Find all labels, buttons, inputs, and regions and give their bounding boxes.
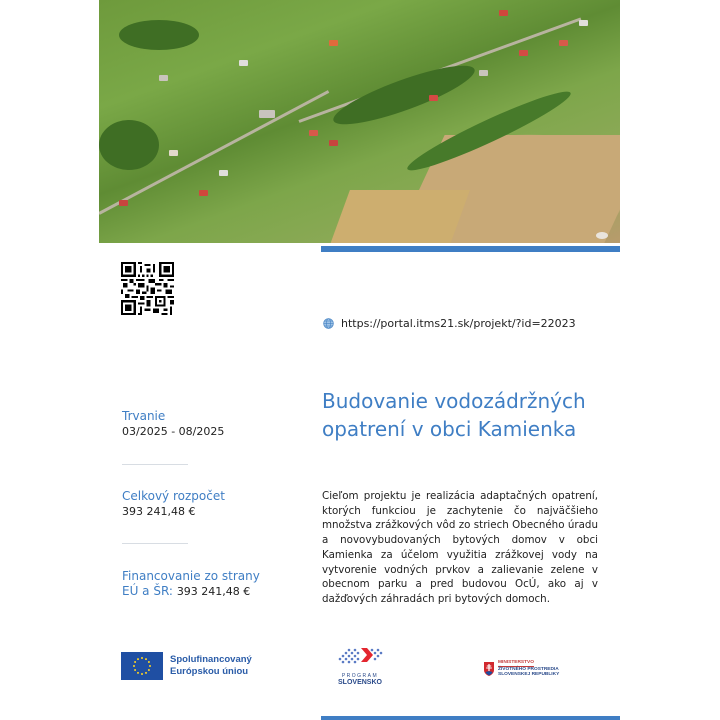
program-slovensko-mark-icon [336, 645, 384, 667]
watermark-icon [596, 232, 608, 239]
house [579, 20, 588, 26]
house [309, 130, 318, 136]
project-link[interactable] [323, 317, 576, 330]
divider [122, 543, 188, 544]
funding-block [122, 569, 260, 599]
project-title: Budovanie vodozádržných opatrení v obci Kamienka [322, 389, 586, 441]
tree-line [328, 55, 479, 134]
house [329, 40, 338, 46]
house [559, 40, 568, 46]
house [479, 70, 488, 76]
field [328, 190, 470, 243]
program-label: PROGRAM [341, 673, 379, 679]
duration-label: Trvanie [122, 409, 166, 423]
ministry-line3: SLOVENSKEJ REPUBLIKY [498, 672, 560, 678]
ministry-line1: MINISTERSTVO [498, 660, 534, 665]
project-url[interactable]: https://portal.itms21.sk/projekt/?id=22023 [341, 317, 576, 330]
house [239, 60, 248, 66]
house [119, 200, 128, 206]
funding-value: 393 241,48 € [176, 585, 251, 598]
ministry-logo [484, 660, 559, 678]
slovak-coat-of-arms-icon [484, 662, 494, 676]
qr-code-icon[interactable] [121, 262, 174, 315]
divider [122, 464, 188, 465]
project-description: Cieľom projektu je realizácia adaptačných opatrení, ktorých funkciou je zachytenie čo najväčšieho množstva zrážkových vôd zo striech Obecného úradu a novovybudovaných bytových domov v obci Kamienka za účelom využitia zrážkovej vody na vytvorenie vodných prvkov a zalievanie zelene v obecnom parku a pred budovou OcÚ, ako aj v dažďových záhradách pri bytových domoch. [322, 490, 598, 605]
tree-cluster [119, 20, 199, 50]
eu-flag-icon [121, 652, 163, 680]
ministry-line2: ŽIVOTNÉHO PROSTREDIA [498, 666, 559, 672]
duration-block [122, 409, 224, 439]
house [219, 170, 228, 176]
budget-value: 393 241,48 € [122, 505, 196, 518]
accent-bar-bottom [321, 716, 620, 720]
house [519, 50, 528, 56]
duration-value: 03/2025 - 08/2025 [122, 425, 225, 438]
house [499, 10, 508, 16]
budget-label: Celkový rozpočet [122, 489, 225, 503]
house [169, 150, 178, 156]
globe-icon [323, 318, 334, 329]
budget-block [122, 489, 225, 519]
accent-bar-top [321, 246, 620, 252]
eu-text-line1: Spolufinancovaný [170, 654, 252, 665]
tree-cluster [99, 120, 159, 170]
house [429, 95, 438, 101]
hero-photo [99, 0, 620, 243]
house [259, 110, 275, 118]
program-slovensko-logo [336, 645, 384, 686]
funding-label: Financovanie zo strany [122, 569, 260, 583]
eu-logo [121, 652, 252, 680]
funding-label-2: EÚ a ŠR: [122, 584, 173, 598]
house [199, 190, 208, 196]
slovensko-label: SLOVENSKO [338, 679, 382, 686]
house [329, 140, 338, 146]
house [159, 75, 168, 81]
funding-line [122, 584, 260, 599]
eu-text-line2: Európskou úniou [170, 666, 249, 677]
